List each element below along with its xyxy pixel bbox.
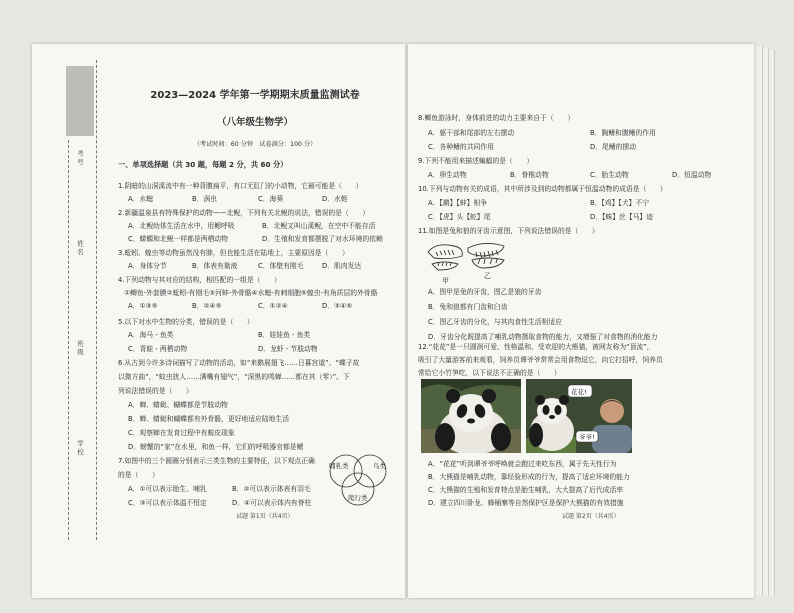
question-stem: 11.如图是兔和狼的牙齿示意图，下列说法错误的是（ ） [418,227,599,235]
option: D．龙虾 - 节肢动物 [258,345,318,353]
wolf-jaw-sketch [468,243,504,268]
question-stem: 常给它小竹笋吃，以下说法不正确的是（ ） [418,369,561,377]
question-stem: 6.从古到今许多诗词描写了动物的活动，如“来鹅展翅飞……日暮宫道”、“蝶子故 [118,359,360,367]
binding-label: 考号 [76,150,84,167]
option: A．【鹬】【蚌】相争 [428,199,488,207]
speech-bubble-panda [568,385,592,397]
page-footer: 试题 第2页（共4页） [562,513,620,520]
question-stem: 列说法错误的是（ ） [118,387,193,395]
panda-arm [529,423,543,447]
option: C．图乙牙齿的分化，与其肉食性生活相适应 [428,318,562,326]
speech-bubble-text: 爷爷! [579,433,595,441]
panda-ear-right [559,395,569,405]
venn-circle-mammal [330,455,362,487]
panda-eye-patch [543,405,550,415]
option: C．③可以表示体温不恒定 [128,499,207,507]
panda-nose [467,419,475,424]
question-items: ①鲫鱼-外套膜②蚯蚓-有刚毛③河蚌-外骨骼④水螅-有刺细胞⑤蝗虫-有角质层的外骨骼 [124,289,378,297]
question-stem: 3.蚯蚓、蝗虫等动物虽然没有肺，但也能生活在陆地上，主要原因是（ ） [118,249,349,257]
rabbit-jaw-sketch [428,245,462,270]
panda-photo [421,379,521,453]
panda-ear-right [482,389,496,403]
option: B．【鸡】【犬】不宁 [590,199,650,207]
option: A．卵生动物 [428,171,467,179]
option: D．水蛭 [322,195,348,203]
option: D．④可以表示体内有脊柱 [232,499,312,507]
option: B．体表有黏液 [192,262,238,270]
option: A．①可以表示胎生、哺乳 [128,485,207,493]
question-stem: 12.“花花”是一只圆润可爱、性格温和、受欢迎的大熊猫，被网友称为“顶流”， [418,343,654,351]
option: B．胸鳍和腹鳍的作用 [590,129,656,137]
binding-line-right [96,60,97,540]
question-stem: 的是（ ） [118,471,159,479]
exam-subtitle: （八年级生物学） [216,117,293,128]
binding-strip-header-block [66,66,94,136]
option: C．观察蝉在发育过程中有蜕皮现象 [128,429,235,437]
binding-label: 班级 [76,340,84,357]
panda-arm [491,423,511,451]
teeth-diagram [424,238,508,288]
option: D．牙齿分化既提高了哺乳动物摄取食物的能力，又增强了对食物的消化能力 [428,333,658,341]
option: D．恒温动物 [672,171,712,179]
option: B．兔和狼都有门齿和臼齿 [428,303,508,311]
option: C．蝾螈和北鲵一样都是两栖动物 [128,235,228,243]
option: C．①②④ [258,302,288,310]
panda-ear-left [535,395,545,405]
panda-arm [435,423,455,451]
option: B．蝉、蜻蜓和蝴蝶都有外骨骼，更好地适应陆地生活 [128,415,289,423]
question-stem: 吸引了大量游客前来观看，饲养员谭爷爷常常会用食物逗它，向它打招呼，饲养员 [418,356,663,364]
option: C．海葵 [258,195,284,203]
option: B．②④⑤ [192,302,222,310]
venn-label-bird: 鸟类 [373,462,386,470]
venn-label-mammal: 哺乳类 [329,462,349,470]
binding-label: 学校 [76,440,84,457]
option: D．螃蟹的“家”在水里，和鱼一样，它们的呼吸器官都是鳃 [128,443,304,451]
option: C．【虎】头【蛇】尾 [428,213,491,221]
option: D．生殖和发育都摆脱了对水环境的依赖 [262,235,383,243]
question-stem: 5.以下对水中生物的分类，错误的是（ ） [118,318,254,326]
question-stem: 2.新疆温泉县有特殊保护的动物——北鲵，下列有关北鲵的说法，错误的是（ ） [118,209,370,217]
option: D．【蛛】丝【马】迹 [590,213,654,221]
speech-bubble-keeper [576,431,598,442]
option: A．“花花”听到谭爷爷呼唤就会跑过来吃东西，属于先天性行为 [428,460,617,468]
speech-bubble-text: 花花! [571,388,587,396]
option: D．尾鳍的摆动 [590,143,637,151]
venn-label-reptile: 爬行类 [348,494,368,502]
option: B．涡虫 [192,195,218,203]
binding-line-left [68,140,69,540]
panda-ear-left [446,389,460,403]
option: B．②可以表示体表有羽毛 [232,485,311,493]
option: B．脊椎动物 [510,171,549,179]
teeth-label-jia: 甲 [442,277,449,285]
venn-circle-bird [354,455,386,487]
question-stem: 7.如图中的三个圆圈分别表示三类生物的主要特征，以下观点正确 [118,457,315,465]
panda-nose [549,415,555,419]
option: D．建立四川卧龙、蜂桶寨等自然保护区是保护大熊猫的有效措施 [428,499,624,507]
option: A．蝉、蜻蜓、蝴蝶都是节肢动物 [128,401,228,409]
option: B．大熊猫是哺乳动物，靠经验形成的行为，提高了适应环境的能力 [428,473,630,481]
option: B．娃娃鱼 - 鱼类 [258,331,311,339]
question-stem: 9.下列不能用来描述蝙蝠的是（ ） [418,157,534,165]
question-stem: 4.下列动物与其对应的结构，相匹配的一组是（ ） [118,276,281,284]
option: C．青蛙 - 两栖动物 [128,345,188,353]
option: C．各种鳍的共同作用 [428,143,494,151]
question-stem: 10.下列与动物有关的成语，其中所涉及到的动物都属于恒温动物的成语是（ ） [418,185,667,193]
option: A．海马 - 鱼类 [128,331,174,339]
venn-diagram [322,451,394,509]
option: A．图甲是兔的牙齿，图乙是狼的牙齿 [428,288,542,296]
option: D．③④⑤ [322,302,353,310]
option: A．水螅 [128,195,154,203]
exam-info: （考试时间：60 分钟 试卷满分：100 分） [193,141,317,148]
binding-label: 姓名 [76,240,84,257]
option: C．大熊猫的生殖和发育特点是胎生哺乳，大大提高了后代成活率 [428,486,624,494]
option: D．肌肉发达 [322,262,362,270]
page-footer: 试题 第1页（共4页） [236,513,294,520]
option: A．①③⑤ [128,302,158,310]
option: A．北鲵幼体生活在水中，用鳃呼吸 [128,222,235,230]
section-heading: 一、单项选择题（共 30 题，每题 2 分，共 60 分） [118,160,288,169]
question-stem: 1.阴暗的山洞溪流中有一种背腹扁平，有口无肛门的小动物，它最可能是（ ） [118,182,363,190]
exam-title: 2023—2024 学年第一学期期末质量监测试卷 [150,90,360,101]
question-stem: 8.鲫鱼游泳时，身体前进的动力主要来自于（ ） [418,114,575,122]
option: B．北鲵又叫山溪鲵，在空中不能存活 [262,222,376,230]
option: C．胎生动物 [590,171,629,179]
keeper-head [600,399,624,423]
option: C．体壁有刚毛 [258,262,304,270]
option: A．身体分节 [128,262,167,270]
teeth-label-yi: 乙 [484,272,491,280]
panda-keeper-photo [526,379,632,453]
panda-eye-patch [555,405,562,415]
question-stem: 以微方曲”，“蚊虫扰人……满嘴有翅气”，“深黑的鸣蝉……都在其（零）”。下 [118,373,350,381]
option: A．躯干部和尾部的左右摆动 [428,129,515,137]
